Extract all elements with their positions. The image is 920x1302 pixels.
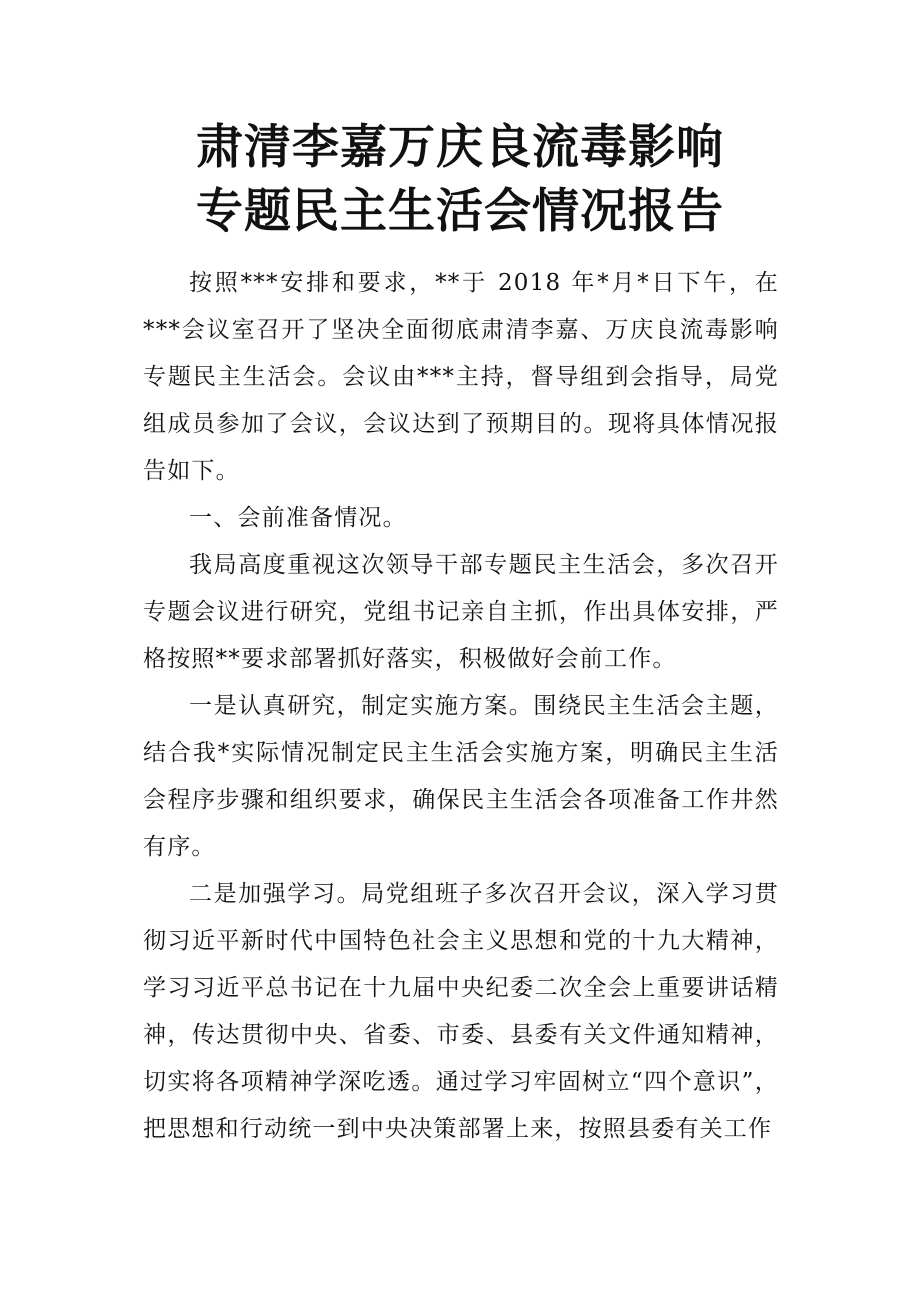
document-title-line-2: 专题民主生活会情况报告 [196,184,724,239]
section-heading-preparation: 一、会前准备情况。 [189,505,407,531]
paragraph-strengthen-study: 二是加强学习。局党组班子多次召开会议，深入学习贯彻习近平新时代中国特色社会主义思想和党的十九大精神，学习习近平总书记在十九届中央纪委二次全会上重要讲话精神，传达贯彻中央、省委、市委、县委有关文件通知精神，切实将各项精神学深吃透。通过学习牢固树立“四个意识”，把思想和行动统一到中央决策部署上来，按照县委有关工作 [143,881,779,1142]
paragraph-implementation-plan: 一是认真研究，制定实施方案。围绕民主生活会主题，结合我*实际情况制定民主生活会实施方案，明确民主生活会程序步骤和组织要求，确保民主生活会各项准备工作井然有序。 [143,693,779,860]
paragraph-intro: 按照***安排和要求，**于 2018 年*月*日下午，在***会议室召开了坚决全面彻底肃清李嘉、万庆良流毒影响专题民主生活会。会议由***主持，督导组到会指导，局党组成员参加了会议，会议达到了预期目的。现将具体情况报告如下。 [143,270,779,484]
document-body [143,260,779,1153]
paragraph-preparation-overview: 我局高度重视这次领导干部专题民主生活会，多次召开专题会议进行研究，党组书记亲自主抓，作出具体安排，严格按照**要求部署抓好落实，积极做好会前工作。 [143,552,779,672]
document-title-line-1: 肃清李嘉万庆良流毒影响 [196,120,724,175]
